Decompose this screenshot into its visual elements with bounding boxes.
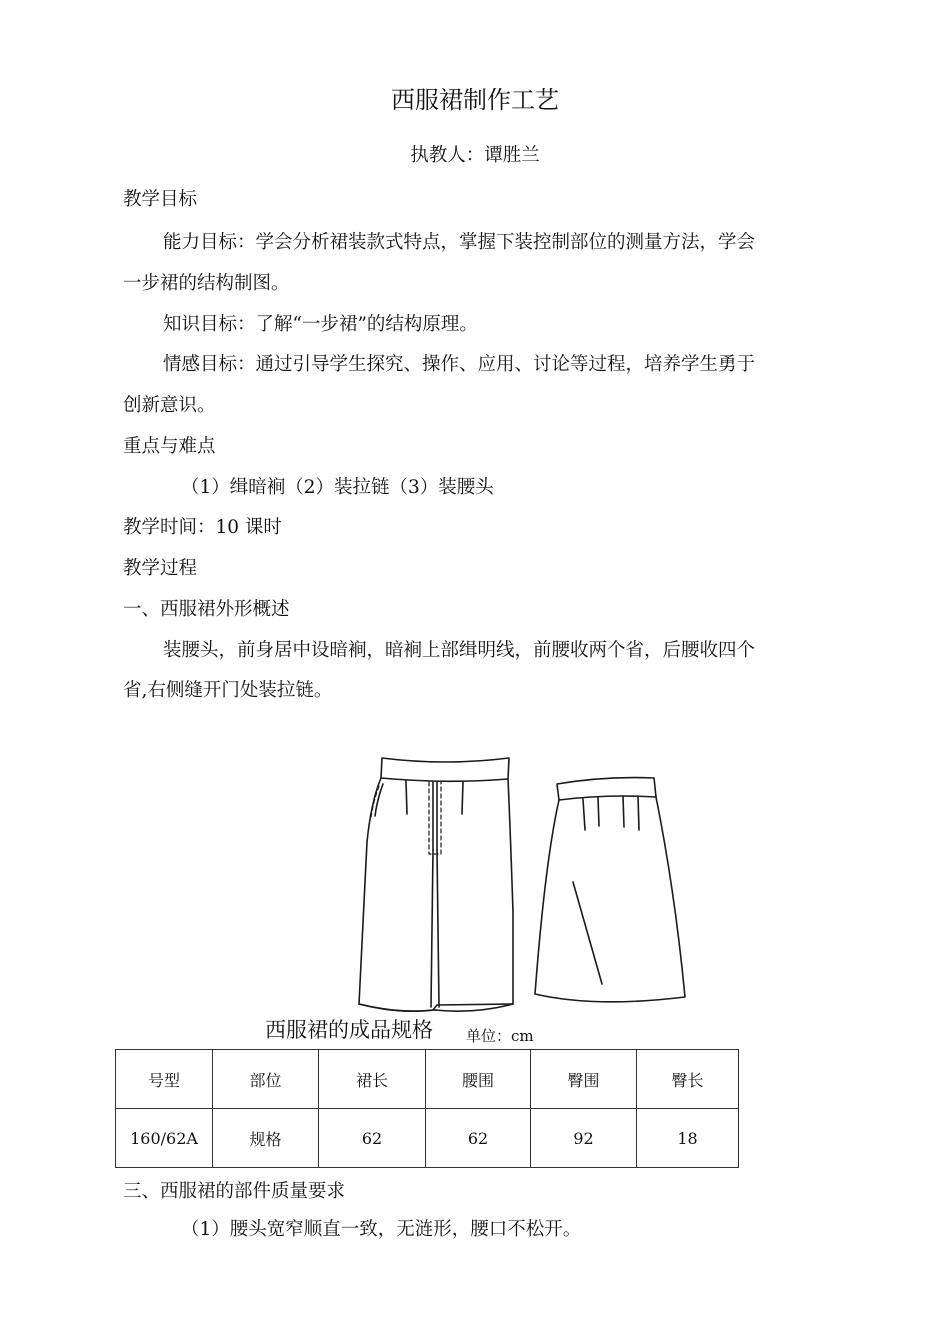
quality-requirement-1: （1）腰头宽窄顺直一致，无涟形，腰口不松开。: [181, 1219, 582, 1240]
section-heading-objectives: 教学目标: [123, 189, 198, 210]
spec-table: [115, 1049, 739, 1168]
paragraph-emotion-goal: 情感目标：通过引导学生探究、操作、应用、讨论等过程，培养学生勇于: [163, 354, 756, 375]
front-skirt-drawing: [359, 758, 513, 1011]
figure-unit: 单位：cm: [466, 1027, 534, 1045]
section-heading-process: 教学过程: [123, 558, 198, 579]
table-header-cell: 部位: [213, 1050, 319, 1109]
back-skirt-drawing: [535, 778, 685, 1002]
subsection-heading-overview: 一、西服裙外形概述: [123, 599, 290, 620]
table-cell: 18: [637, 1109, 739, 1168]
paragraph-overview: 装腰头，前身居中设暗裥，暗裥上部缉明线，前腰收两个省，后腰收四个: [163, 640, 756, 661]
table-header-cell: 裙长: [319, 1050, 426, 1109]
table-header-cell: 臀长: [637, 1050, 739, 1109]
paragraph-ability-goal: 能力目标：学会分析裙装款式特点，掌握下装控制部位的测量方法，学会: [163, 232, 756, 253]
section-heading-key-points: 重点与难点: [123, 436, 216, 457]
table-header-cell: 号型: [116, 1050, 213, 1109]
author-line: 执教人：谭胜兰: [410, 145, 540, 166]
paragraph-emotion-goal-cont: 创新意识。: [123, 395, 216, 416]
figure-caption: 西服裙的成品规格: [265, 1018, 433, 1042]
table-cell: 160/62A: [116, 1109, 213, 1168]
paragraph-overview-cont: 省,右侧缝开门处装拉链。: [123, 680, 333, 701]
subsection-heading-quality: 三、西服裙的部件质量要求: [123, 1181, 346, 1202]
table-cell: 62: [319, 1109, 426, 1168]
document-title: 西服裙制作工艺: [391, 86, 559, 114]
table-cell: 规格: [213, 1109, 319, 1168]
table-header-row: [116, 1050, 739, 1109]
table-cell: 62: [426, 1109, 531, 1168]
skirt-illustration: [345, 742, 690, 1012]
teaching-time: 教学时间：10 课时: [123, 517, 282, 538]
table-header-cell: 腰围: [426, 1050, 531, 1109]
table-header-cell: 臀围: [531, 1050, 637, 1109]
paragraph-knowledge-goal: 知识目标：了解“一步裙”的结构原理。: [163, 314, 478, 335]
paragraph-ability-goal-cont: 一步裙的结构制图。: [123, 273, 290, 294]
table-cell: 92: [531, 1109, 637, 1168]
table-row: [116, 1109, 739, 1168]
key-points-list: （1）缉暗裥（2）装拉链（3）装腰头: [181, 477, 494, 498]
